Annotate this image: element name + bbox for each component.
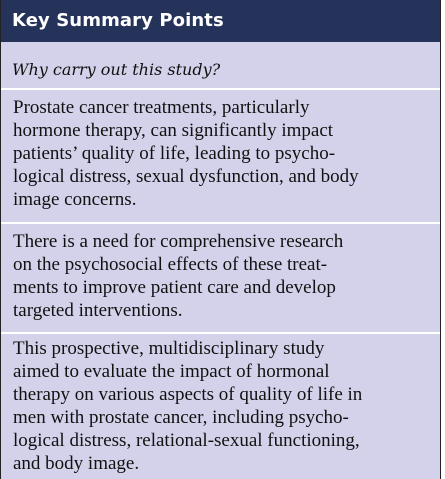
- divider: [1, 332, 440, 334]
- text-line: hormone therapy, can significantly impact: [13, 120, 334, 141]
- summary-point-2: [1, 230, 440, 322]
- box-title: Key Summary Points: [1, 0, 440, 42]
- summary-point-3: [1, 337, 440, 475]
- text-line: logical distress, relational-sexual functioning,: [13, 430, 360, 451]
- text-line: Prostate cancer treatments, particularly: [13, 97, 310, 118]
- text-line: This prospective, multidisciplinary study: [13, 338, 325, 359]
- text-line: on the psychosocial effects of these treat-: [13, 254, 328, 275]
- text-line: and body image.: [13, 453, 140, 474]
- text-line: therapy on various aspects of quality of life in: [13, 384, 363, 405]
- section-heading: Why carry out this study?: [12, 60, 221, 79]
- text-line: patients’ quality of life, leading to psycho-: [13, 143, 336, 164]
- text-line: There is a need for comprehensive research: [13, 231, 344, 252]
- text-line: men with prostate cancer, including psycho-: [13, 407, 349, 428]
- summary-point-1: [1, 96, 440, 211]
- text-line: logical distress, sexual dysfunction, and body: [13, 166, 359, 187]
- text-line: ments to improve patient care and develop: [13, 277, 336, 298]
- text-line: image concerns.: [13, 189, 137, 210]
- text-line: targeted interventions.: [13, 300, 183, 321]
- text-line: aimed to evaluate the impact of hormonal: [13, 361, 330, 382]
- divider: [1, 88, 440, 90]
- divider: [1, 222, 440, 224]
